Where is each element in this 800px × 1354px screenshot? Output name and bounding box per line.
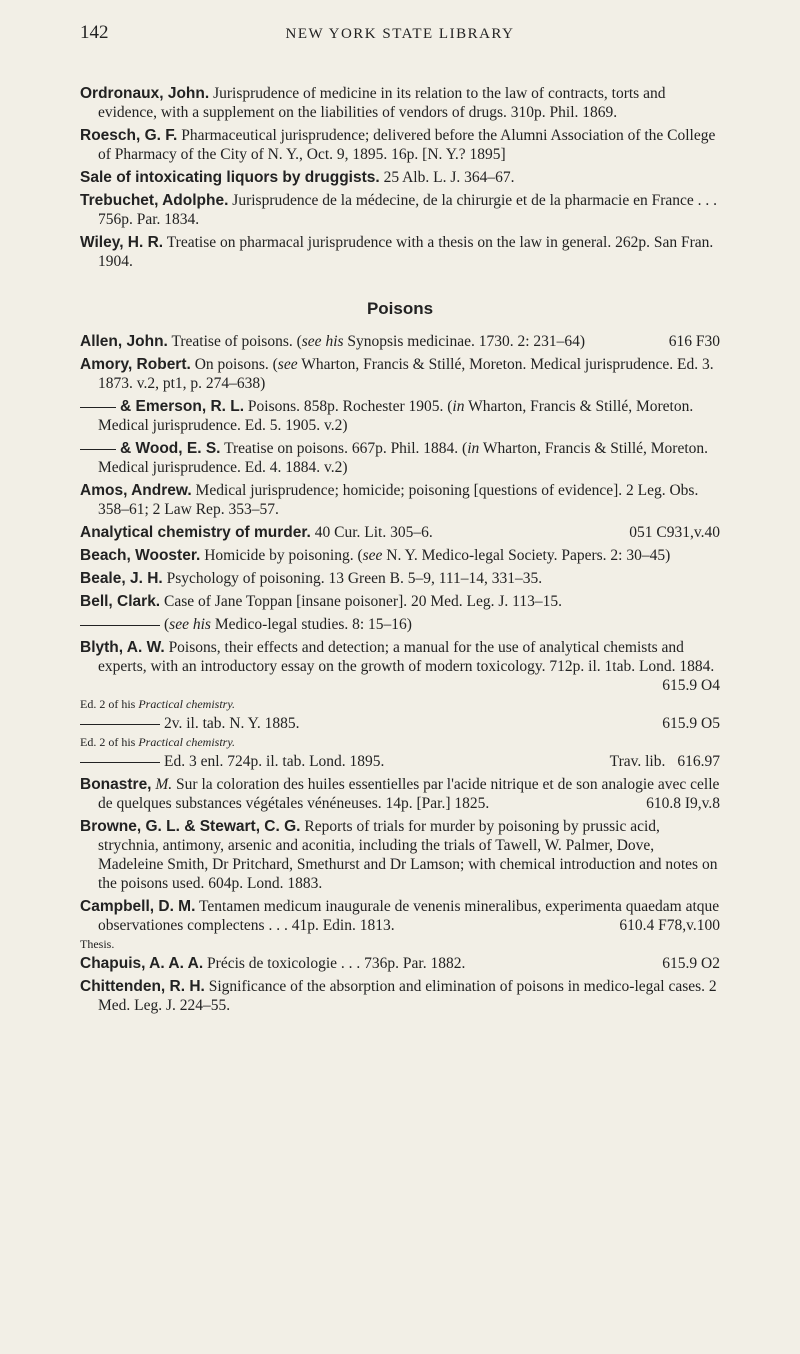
entry-text: On poisons. (: [194, 356, 278, 373]
location-note: Trav. lib.: [609, 753, 666, 770]
entry-text: Sur la coloration des huiles essentielles par l'acide nitrique et de son analogie avec celle de quelques substances végétales vénéneuses. 14p. [Par.] 1825.: [98, 776, 720, 812]
ditto-dash: [80, 407, 116, 408]
entry-sale: [80, 168, 720, 187]
entry-text: Jurisprudence de la médecine, de la chirurgie et de la pharmacie en France . . . 756p. Par. 1834.: [98, 192, 718, 228]
entry-author: Analytical chemistry of murder.: [80, 524, 311, 541]
entry-text: Pharmaceutical jurisprudence; delivered before the Alumni Association of the College of Pharmacy of the City of N. Y., Oct. 9, 1895. 16p. [N. Y.? 1895]: [98, 127, 716, 163]
note-title: Practical chemistry.: [138, 697, 235, 711]
ditto-dash: [80, 449, 116, 450]
entry-text-cont: Wharton, Francis & Stillé, Moreton. Medical jurisprudence. Ed. 5. 1905. v.2): [98, 398, 694, 434]
entry-author: Roesch, G. F.: [80, 127, 178, 144]
his-ref: his: [325, 333, 344, 350]
entry-ordronaux: [80, 84, 720, 122]
note-prefix: Ed. 2 of his: [80, 697, 136, 711]
note-title: Practical chemistry.: [138, 735, 235, 749]
entry-text-cont: Medico-legal studies. 8: 15–16): [214, 616, 412, 633]
see-ref: see: [169, 616, 189, 633]
section-title: Poisons: [366, 299, 434, 318]
entry-allen: [80, 332, 720, 351]
entry-bonastre: [80, 775, 720, 813]
entry-text: Significance of the absorption and elimination of poisons in medico-legal cases. 2 Med. Leg. J. 224–55.: [98, 978, 717, 1014]
entry-roesch: [80, 126, 720, 164]
entry-text: Ed. 3 enl. 724p. il. tab. Lond. 1895.: [164, 753, 385, 770]
entry-note: [80, 735, 720, 749]
entry-campbell: [80, 897, 720, 935]
entry-text: 40 Cur. Lit. 305–6.: [314, 524, 433, 541]
call-number: 616.97: [677, 753, 720, 770]
entry-note: [80, 697, 720, 711]
entry-author: Chittenden, R. H.: [80, 978, 205, 995]
entry-author: Beale, J. H.: [80, 570, 163, 587]
entry-text: Medical jurisprudence; homicide; poisoning [questions of evidence]. 2 Leg. Obs. 358–61; 2 Law Rep. 353–57.: [98, 482, 699, 518]
page-content: [80, 84, 720, 1019]
running-title: NEW YORK STATE LIBRARY: [285, 26, 515, 42]
entry-author: Amory, Robert.: [80, 356, 191, 373]
entry-author: Trebuchet, Adolphe.: [80, 192, 229, 209]
entry-text: Treatise of poisons. (: [171, 333, 302, 350]
entry-text: 2v. il. tab. N. Y. 1885.: [164, 715, 300, 732]
entry-amory-emerson: [80, 397, 720, 435]
entry-author: Chapuis, A. A. A.: [80, 955, 204, 972]
entry-amos: [80, 481, 720, 519]
his-ref: his: [192, 616, 211, 633]
entry-text: Tentamen medicum inaugurale de venenis mineralibus, experimenta quaedam atque observationes complectens . . . 41p. Edin. 1813.: [98, 898, 720, 934]
entry-text: Homicide by poisoning. (: [204, 547, 363, 564]
call-number: 615.9 O2: [662, 955, 720, 972]
entry-beale: [80, 569, 720, 588]
entry-text: Poisons, their effects and detection; a manual for the use of analytical chemists and experts, with an introductory essay on the growth of modern toxicology. 712p. il. 1tab. Lond. 1884.: [98, 639, 715, 675]
call-number: 610.4 F78,v.100: [619, 917, 720, 934]
entry-amory: [80, 355, 720, 393]
entry-text: (: [164, 616, 170, 633]
entry-text: Treatise on poisons. 667p. Phil. 1884. (: [224, 440, 468, 457]
note-prefix: Ed. 2 of his: [80, 735, 136, 749]
entry-chapuis: [80, 954, 720, 973]
page-number: 142: [80, 22, 109, 43]
entry-text: Précis de toxicologie . . . 736p. Par. 1882.: [207, 955, 466, 972]
entry-author: & Wood, E. S.: [120, 440, 221, 457]
see-ref: see: [301, 333, 322, 350]
entry-author: Ordronaux, John.: [80, 85, 210, 102]
entry-chittenden: [80, 977, 720, 1015]
call-number: 615.9 O4: [662, 677, 720, 694]
entry-author: Sale of intoxicating liquors by druggists.: [80, 169, 380, 186]
entry-blyth: [80, 638, 720, 695]
ditto-dash: [80, 625, 160, 626]
entry-text: Jurisprudence of medicine in its relation to the law of contracts, torts and evidence, with a supplement on the liabilities of vendors of drugs. 310p. Phil. 1869.: [98, 85, 666, 121]
entry-analytical: [80, 523, 720, 542]
entry-text: Poisons. 858p. Rochester 1905. (: [247, 398, 453, 415]
entry-beach: [80, 546, 720, 565]
in-ref: in: [467, 440, 480, 457]
entry-author: Amos, Andrew.: [80, 482, 192, 499]
entry-text: Case of Jane Toppan [insane poisoner]. 20 Med. Leg. J. 113–15.: [164, 593, 562, 610]
entry-note: Thesis.: [80, 937, 115, 951]
entry-text: Psychology of poisoning. 13 Green B. 5–9, 111–14, 331–35.: [166, 570, 543, 587]
entry-blyth-2: [80, 714, 720, 733]
entry-text: Reports of trials for murder by poisoning by prussic acid, strychnia, antimony, arsenic and aconitia, including the trials of Tawell, W. Palmer, Dove, Madeleine Smith, Dr Pritchard, Smethurst and Dr Lamson; with chemical introduction and notes on the poisons used. 604p. Lond. 1883.: [98, 818, 718, 892]
entry-text: Treatise on pharmacal jurisprudence with a thesis on the law in general. 262p. San Fran. 1904.: [98, 234, 714, 270]
entry-author: & Emerson, R. L.: [120, 398, 245, 415]
entry-author: Blyth, A. W.: [80, 639, 165, 656]
entry-bell-2: [80, 615, 720, 634]
call-number: 615.9 O5: [662, 715, 720, 732]
entry-text-cont: N. Y. Medico-legal Society. Papers. 2: 30–45): [386, 547, 671, 564]
entry-amory-wood: [80, 439, 720, 477]
entry-author: Bell, Clark.: [80, 593, 161, 610]
entry-text: 25 Alb. L. J. 364–67.: [383, 169, 515, 186]
entry-initial: M.: [155, 776, 173, 793]
entry-trebuchet: [80, 191, 720, 229]
call-number: 610.8 I9,v.8: [646, 795, 720, 812]
page-header: [80, 22, 720, 52]
entry-bell: [80, 592, 720, 611]
entry-browne: [80, 817, 720, 893]
call-number: 616 F30: [668, 333, 720, 350]
see-ref: see: [362, 547, 383, 564]
entry-author: Campbell, D. M.: [80, 898, 196, 915]
entry-author: Wiley, H. R.: [80, 234, 164, 251]
entry-wiley: [80, 233, 720, 271]
entry-author: Browne, G. L. & Stewart, C. G.: [80, 818, 301, 835]
entry-blyth-3: [80, 752, 720, 771]
entry-author: Allen, John.: [80, 333, 168, 350]
in-ref: in: [452, 398, 465, 415]
entry-author: Beach, Wooster.: [80, 547, 201, 564]
ditto-dash: [80, 724, 160, 725]
entry-author: Bonastre,: [80, 776, 152, 793]
see-ref: see: [277, 356, 298, 373]
call-number: 051 C931,v.40: [629, 524, 720, 541]
entry-text-cont: Wharton, Francis & Stillé, Moreton. Medical jurisprudence. Ed. 3. 1873. v.2, pt1, p. 274–638): [98, 356, 714, 392]
entry-text-cont: Synopsis medicinae. 1730. 2: 231–64): [347, 333, 586, 350]
ditto-dash: [80, 762, 160, 763]
entry-text-cont: Wharton, Francis & Stillé, Moreton. Medical jurisprudence. Ed. 4. 1884. v.2): [98, 440, 709, 476]
